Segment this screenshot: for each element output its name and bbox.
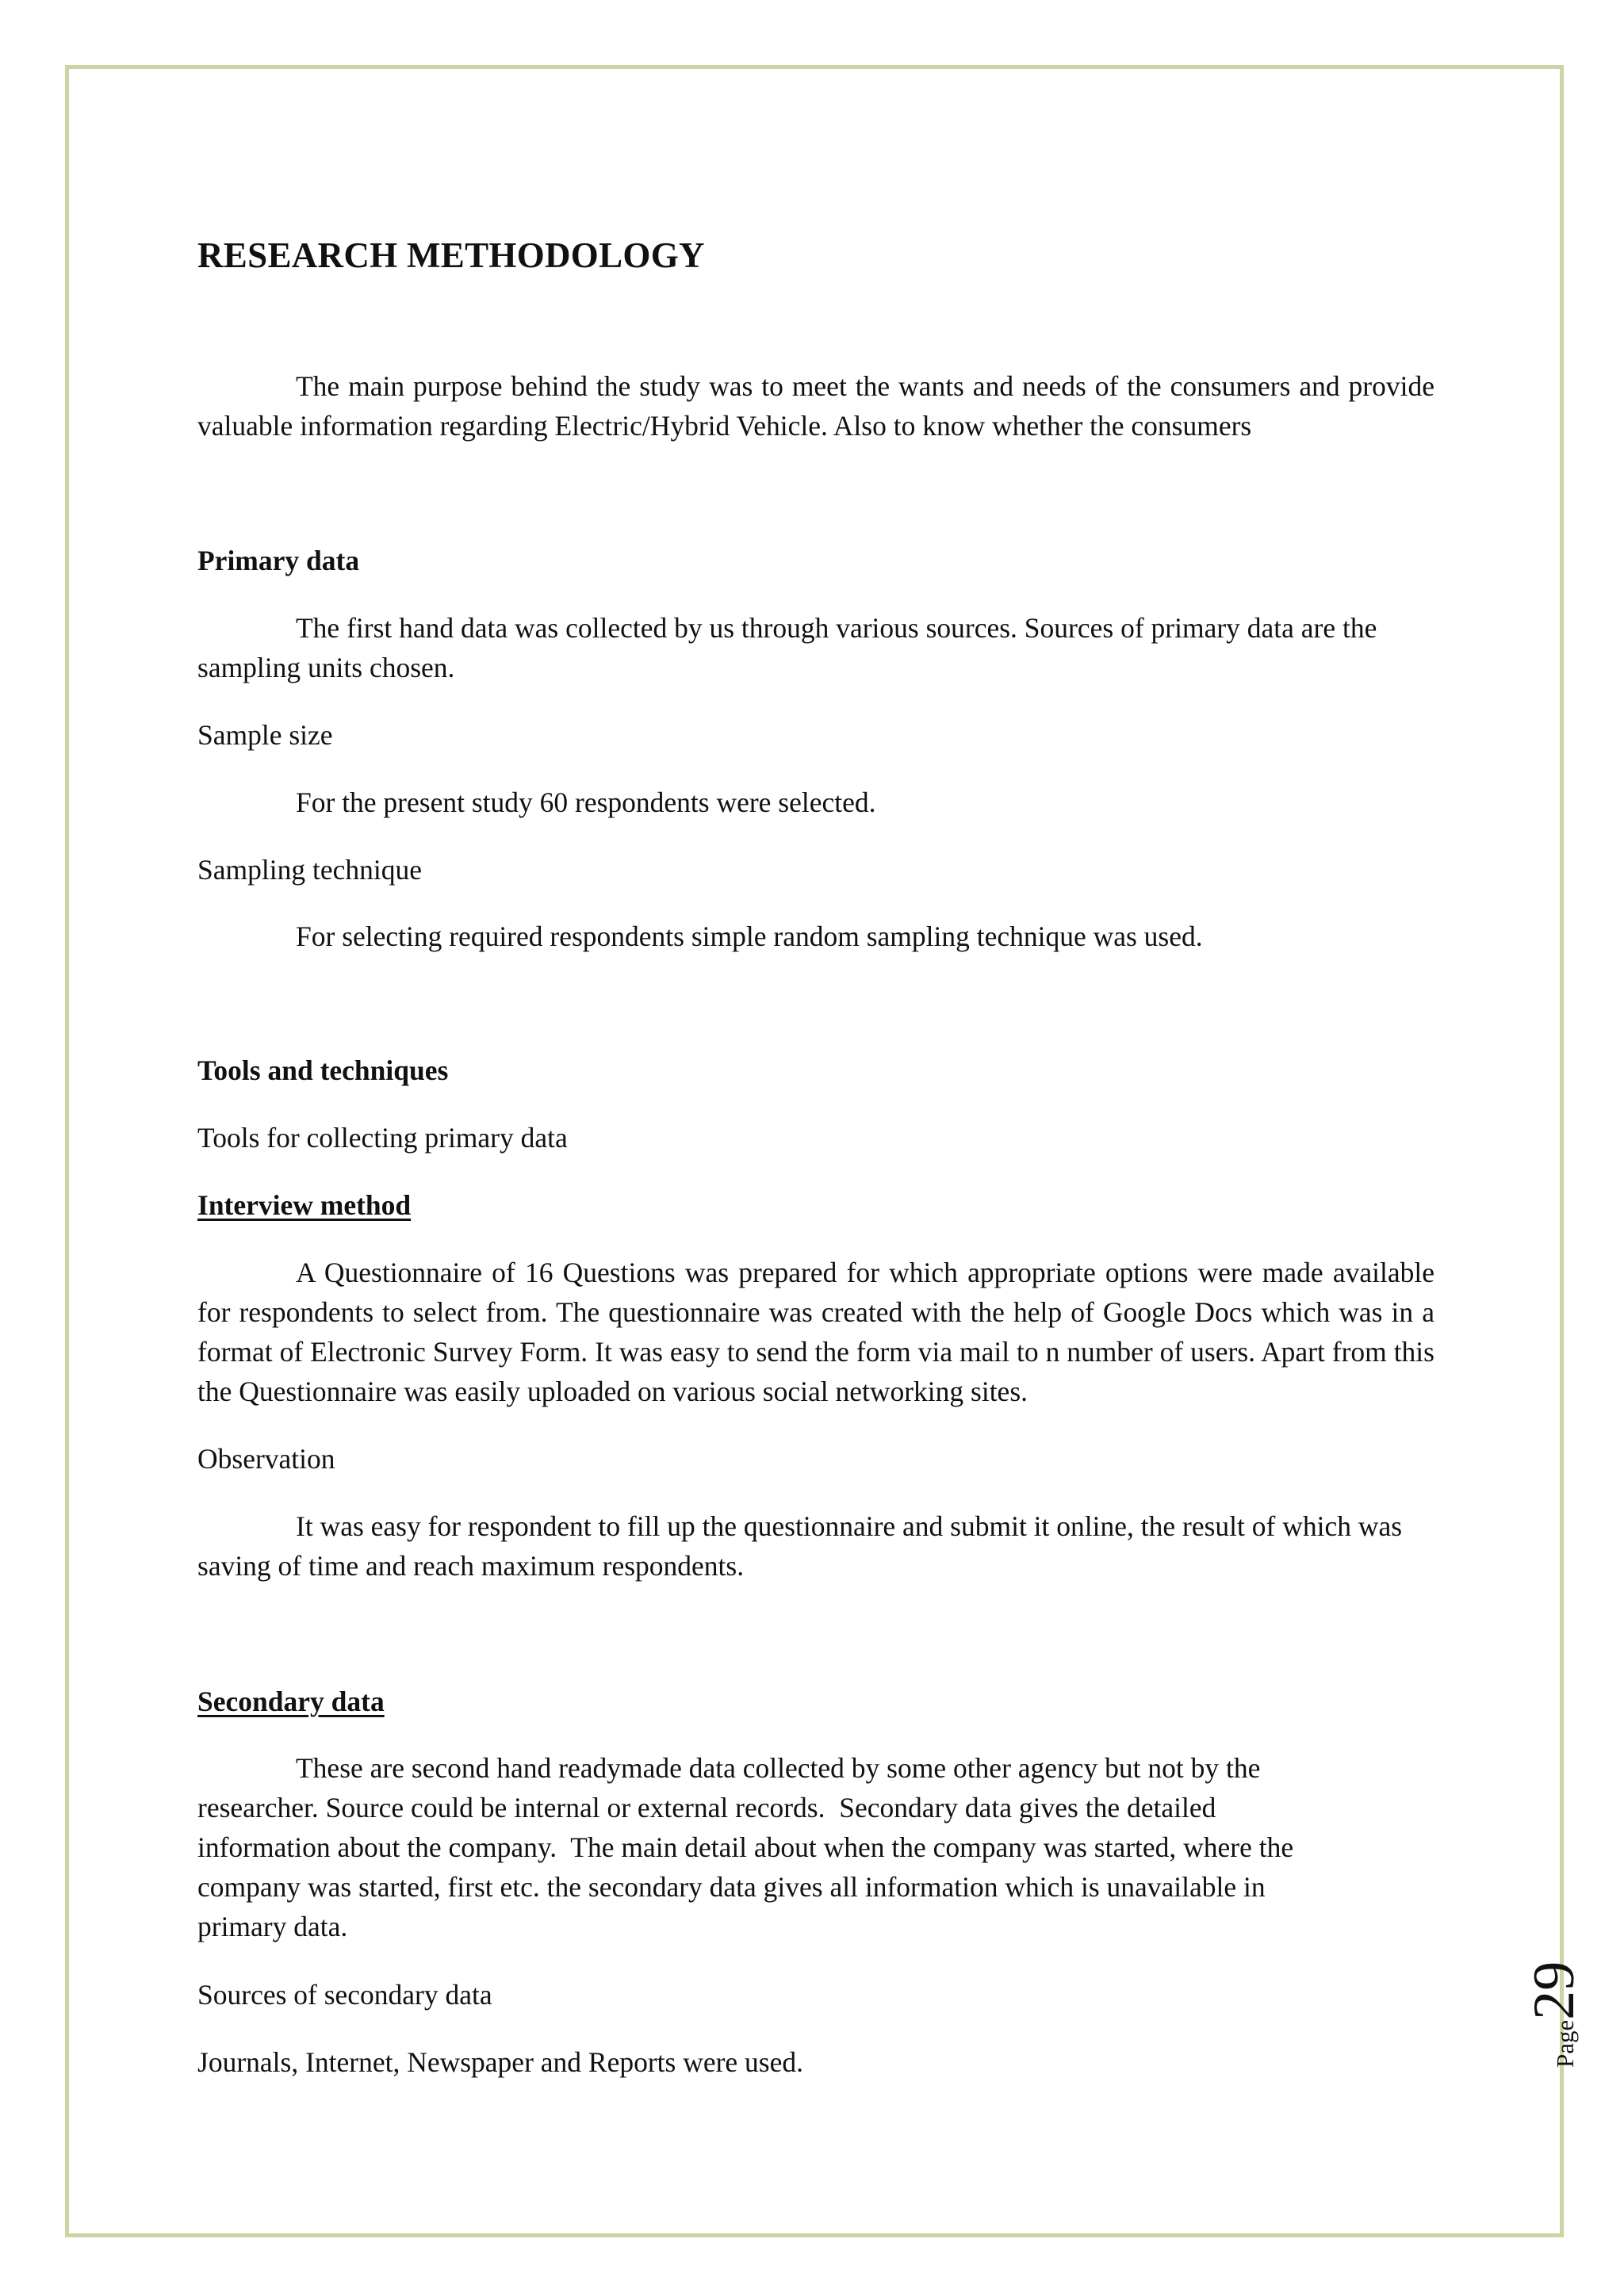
- secondary-data-line: researcher. Source could be internal or external records. Secondary data gives the detailed: [197, 1792, 1216, 1823]
- sample-size-label: Sample size: [197, 719, 333, 751]
- primary-data-heading: Primary data: [197, 545, 360, 576]
- sampling-technique-text: For selecting required respondents simple random sampling technique was used.: [296, 920, 1203, 952]
- secondary-data-line: primary data.: [197, 1911, 348, 1942]
- secondary-data-paragraph: [197, 1748, 1434, 1946]
- sample-size-text: For the present study 60 respondents were selected.: [296, 786, 876, 818]
- page-title: RESEARCH METHODOLOGY: [197, 235, 705, 275]
- secondary-sources-label: Sources of secondary data: [197, 1979, 492, 2011]
- secondary-data-line: information about the company. The main detail about when the company was started, where the: [197, 1831, 1294, 1863]
- secondary-data-line: These are second hand readymade data collected by some other agency but not by the: [296, 1752, 1261, 1784]
- intro-paragraph: The main purpose behind the study was to meet the wants and needs of the consumers and provide valuable information regarding Electric/Hybrid Vehicle. Also to know whether the consumers: [197, 370, 1434, 442]
- secondary-data-line: company was started, first etc. the secondary data gives all information which is unavailable in: [197, 1871, 1266, 1903]
- interview-method-paragraph: A Questionnaire of 16 Questions was prepared for which appropriate options were made available for respondents to select from. The questionnaire was created with the help of Google Docs which was in a format of Electronic Survey Form. It was easy to send the form via mail to n number of users. Apart from this the Questionnaire was easily uploaded on various social networking sites.: [197, 1257, 1434, 1407]
- interview-method-heading: Interview method: [197, 1189, 412, 1221]
- page-label: Page: [1551, 2019, 1579, 2068]
- tools-techniques-heading: Tools and techniques: [197, 1054, 449, 1086]
- primary-data-paragraph: The first hand data was collected by us through various sources. Sources of primary data are the sampling units chosen.: [197, 612, 1377, 683]
- tools-collecting-label: Tools for collecting primary data: [197, 1122, 568, 1154]
- secondary-data-heading: Secondary data: [197, 1686, 385, 1717]
- observation-paragraph: It was easy for respondent to fill up the questionnaire and submit it online, the result of which was saving of time and reach maximum respondents.: [197, 1510, 1403, 1582]
- observation-label: Observation: [197, 1443, 335, 1475]
- page-digit: 29: [1522, 1961, 1587, 2020]
- secondary-sources-text: Journals, Internet, Newspaper and Reports were used.: [197, 2046, 803, 2078]
- sampling-technique-label: Sampling technique: [197, 854, 422, 886]
